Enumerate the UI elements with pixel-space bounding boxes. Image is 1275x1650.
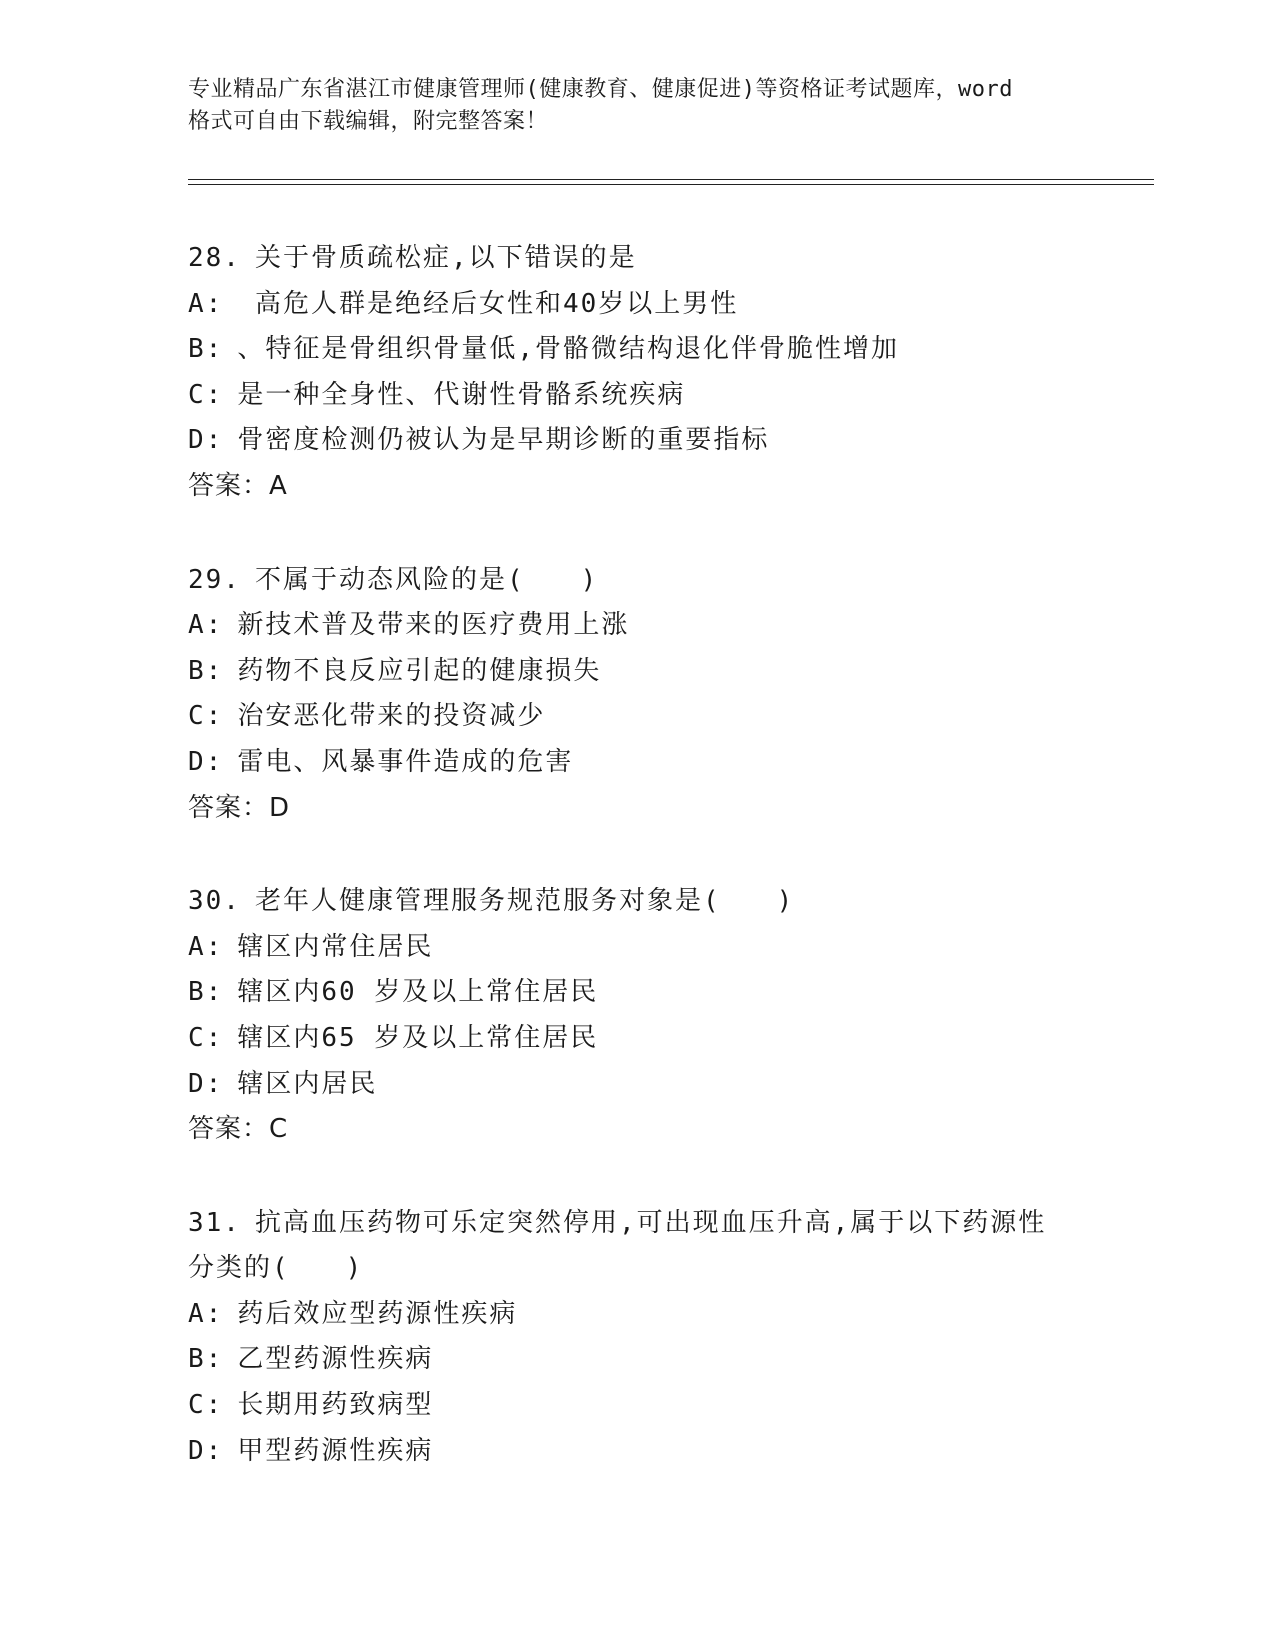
option-key: A:: [188, 610, 224, 641]
question-list: [188, 236, 1088, 1522]
question-number: 28.: [188, 243, 241, 273]
question-text: 不属于动态风险的是( ): [254, 564, 599, 595]
option-d: [188, 418, 1088, 464]
option-text: 药后效应型药源性疾病: [237, 1298, 518, 1329]
question-stem: [188, 558, 1088, 604]
question-stem: [188, 236, 1088, 282]
option-text: 辖区内常住居民: [237, 931, 434, 962]
option-key: C:: [188, 701, 224, 732]
option-text: 甲型药源性疾病: [237, 1435, 434, 1466]
option-d: [188, 740, 1088, 786]
option-key: B:: [188, 334, 224, 365]
option-text: 治安恶化带来的投资减少: [237, 701, 546, 732]
option-text: 是一种全身性、代谢性骨骼系统疾病: [237, 379, 686, 410]
option-text: 、特征是骨组织骨量低,骨骼微结构退化伴骨脆性增加: [237, 334, 899, 365]
option-a: [188, 1292, 1088, 1338]
option-key: A:: [188, 1298, 224, 1329]
option-c: [188, 1016, 1088, 1062]
option-b: [188, 327, 1088, 373]
question-stem-continued: 分类的( ): [188, 1253, 364, 1284]
option-text: 骨密度检测仍被认为是早期诊断的重要指标: [237, 425, 770, 456]
option-key: B:: [188, 977, 224, 1008]
option-text: 辖区内60 岁及以上常住居民: [237, 977, 599, 1008]
option-d: [188, 1429, 1088, 1475]
question-28: [188, 236, 1088, 510]
option-key: D:: [188, 1068, 224, 1099]
answer-line: 答案：D: [188, 792, 291, 823]
option-key: A:: [188, 931, 224, 962]
option-text: 辖区内65 岁及以上常住居民: [237, 1022, 599, 1053]
option-text: 雷电、风暴事件造成的危害: [237, 746, 574, 777]
question-number: 31.: [188, 1207, 241, 1238]
question-stem: [188, 879, 1088, 925]
option-text: 高危人群是绝经后女性和40岁以上男性: [237, 288, 739, 319]
question-29: [188, 558, 1088, 832]
option-key: D:: [188, 425, 224, 456]
question-text: 抗高血压药物可乐定突然停用,可出现血压升高,属于以下药源性: [254, 1207, 1047, 1238]
question-number: 29.: [188, 564, 241, 595]
option-b: [188, 1337, 1088, 1383]
header-line-2: 格式可自由下载编辑，附完整答案！: [188, 109, 549, 134]
header-divider-top: [188, 179, 1154, 180]
option-a: [188, 282, 1088, 328]
option-key: C:: [188, 1390, 224, 1421]
option-key: B:: [188, 1344, 224, 1375]
option-key: C:: [188, 1022, 224, 1053]
option-text: 乙型药源性疾病: [237, 1344, 434, 1375]
question-31: [188, 1201, 1088, 1475]
question-stem: [188, 1201, 1088, 1247]
option-c: [188, 694, 1088, 740]
option-text: 长期用药致病型: [237, 1390, 434, 1421]
option-a: [188, 603, 1088, 649]
answer-line: 答案：C: [188, 1114, 289, 1145]
question-text: 关于骨质疏松症,以下错误的是: [254, 243, 637, 273]
option-key: C:: [188, 379, 224, 410]
option-c: [188, 1383, 1088, 1429]
header-divider-bottom: [188, 184, 1154, 185]
document-header: [188, 74, 1088, 138]
option-c: [188, 373, 1088, 419]
option-text: 药物不良反应引起的健康损失: [237, 655, 602, 686]
option-key: A:: [188, 288, 224, 319]
option-text: 辖区内居民: [237, 1068, 378, 1099]
option-text: 新技术普及带来的医疗费用上涨: [237, 610, 630, 641]
option-key: D:: [188, 1435, 224, 1466]
question-30: [188, 879, 1088, 1153]
answer-line: 答案：A: [188, 470, 288, 501]
option-key: B:: [188, 655, 224, 686]
question-text: 老年人健康管理服务规范服务对象是( ): [254, 886, 795, 917]
option-b: [188, 649, 1088, 695]
option-key: D:: [188, 746, 224, 777]
header-line-1: 专业精品广东省湛江市健康管理师(健康教育、健康促进)等资格证考试题库，word: [188, 77, 1013, 102]
option-d: [188, 1062, 1088, 1108]
question-number: 30.: [188, 886, 241, 917]
option-b: [188, 970, 1088, 1016]
option-a: [188, 925, 1088, 971]
